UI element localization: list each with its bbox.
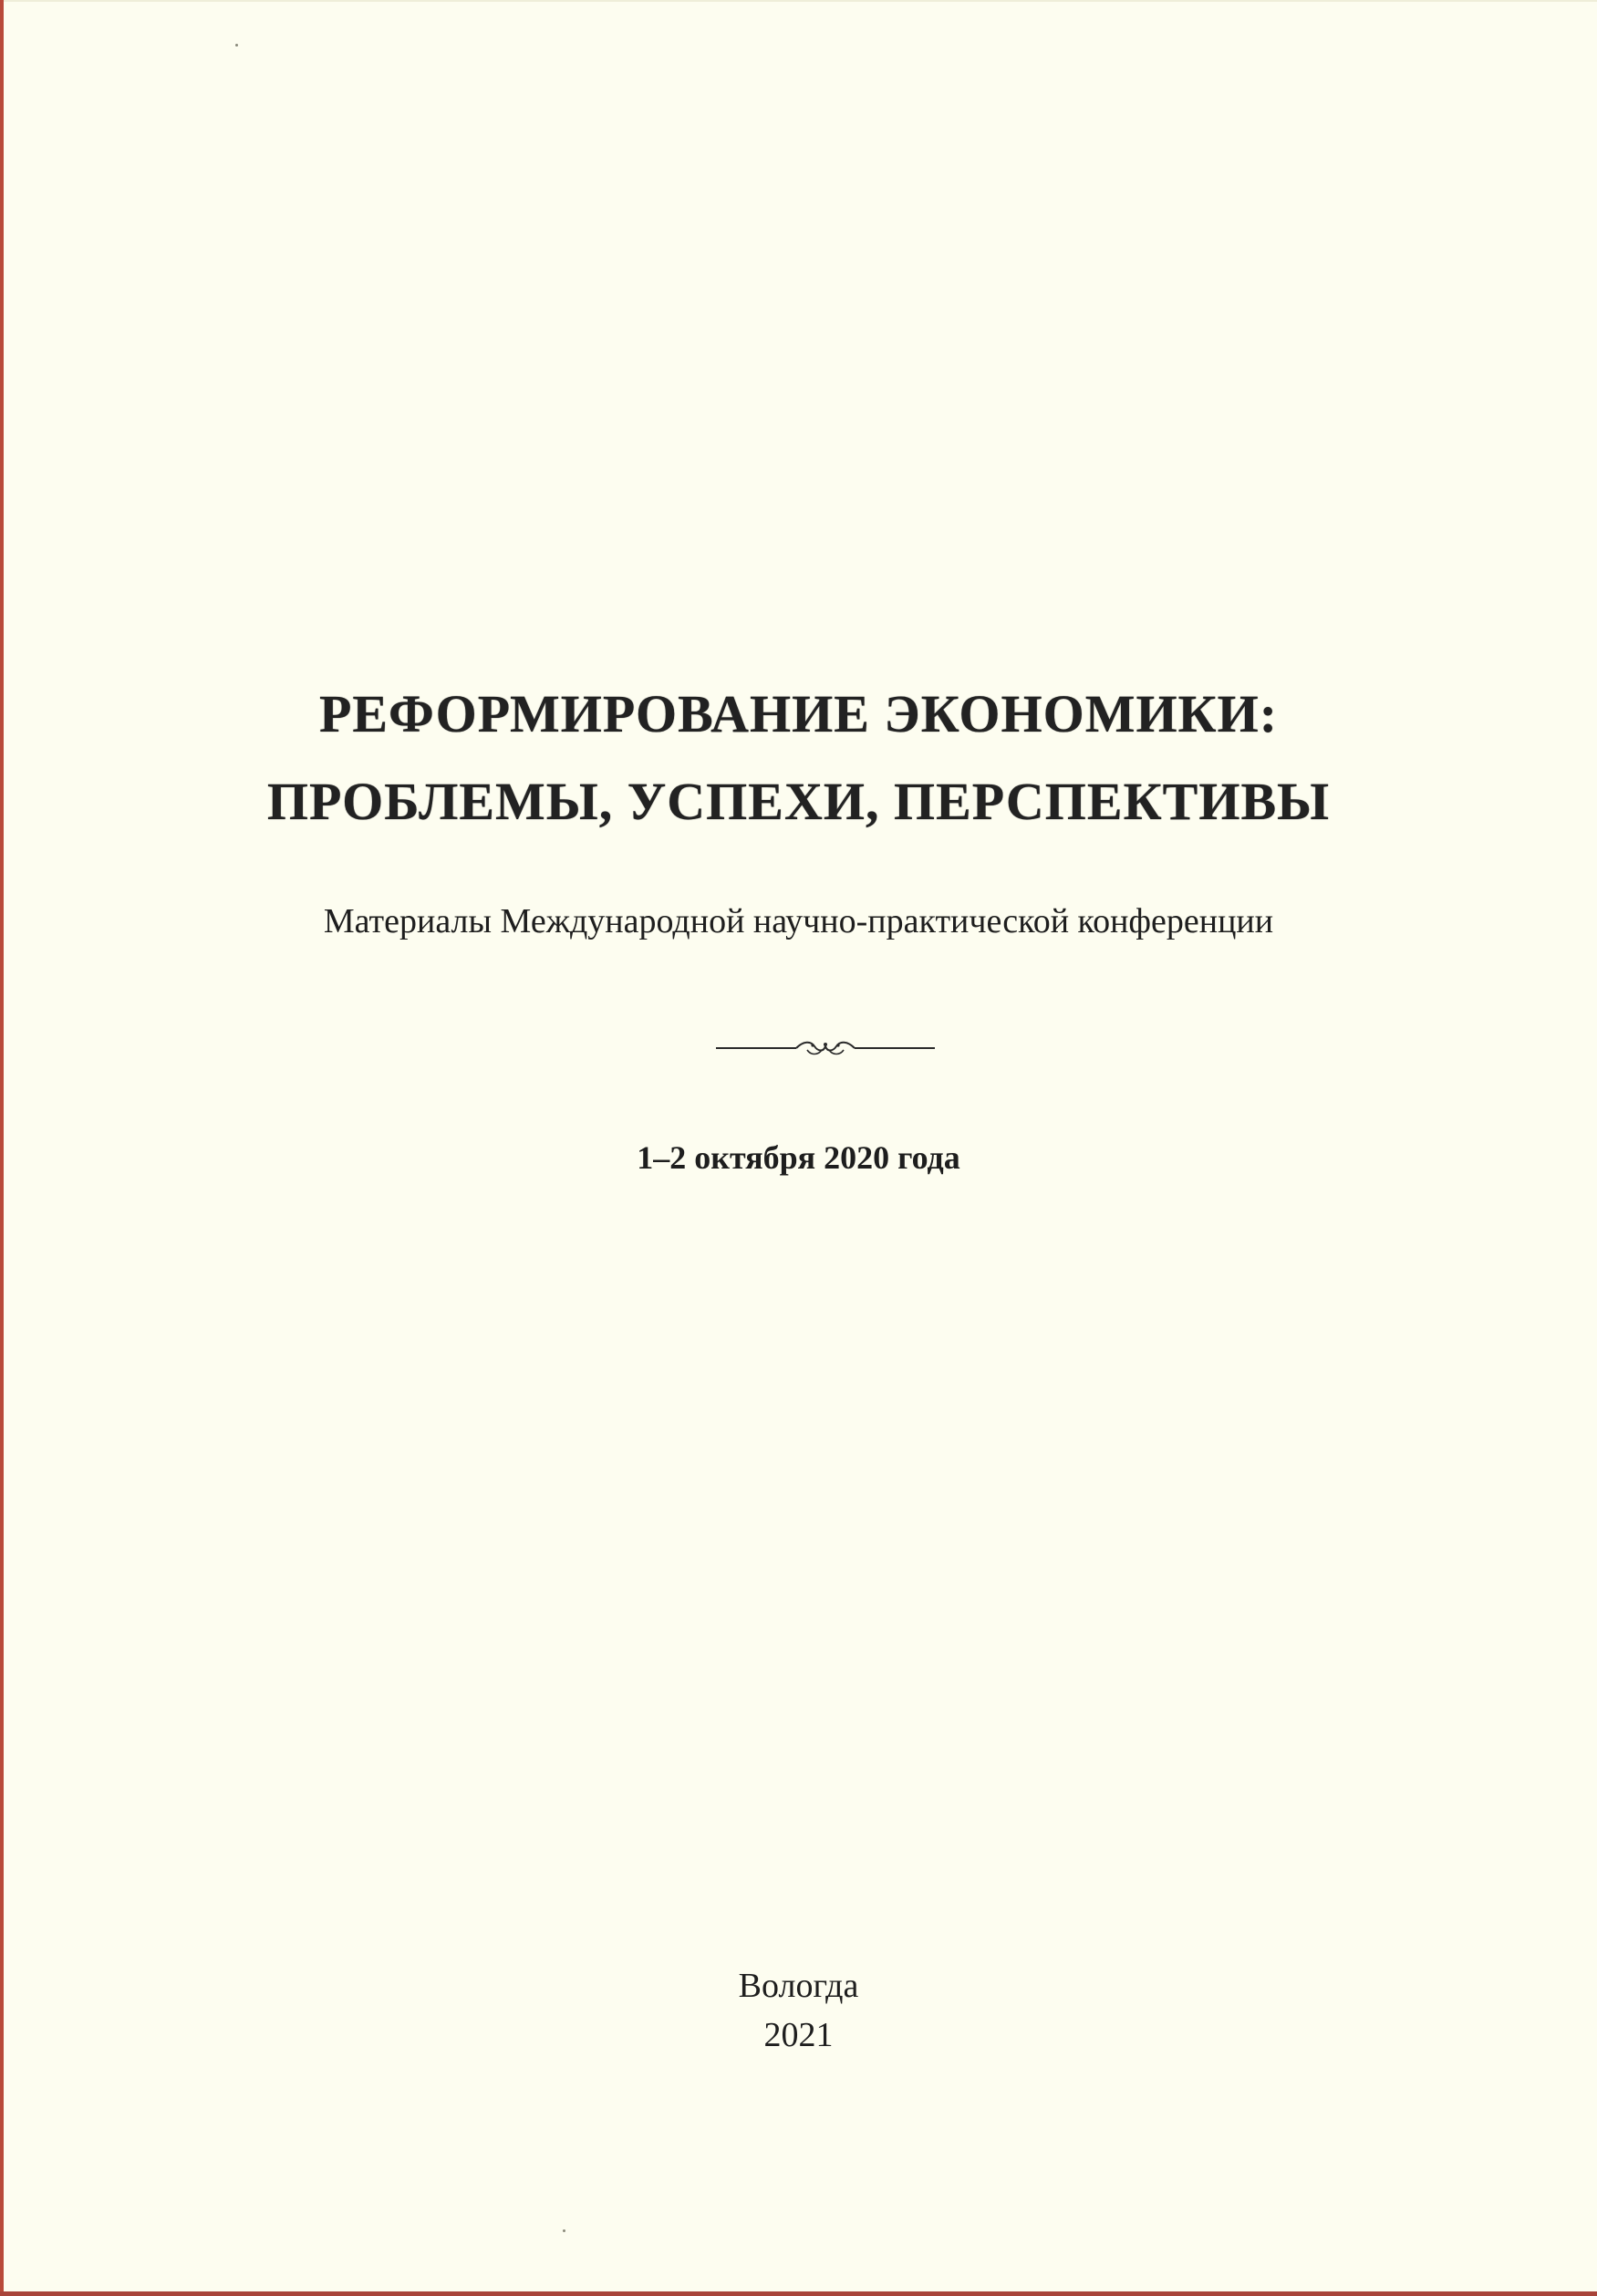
imprint (0, 1961, 1597, 2060)
conference-date: 1–2 октября 2020 года (637, 1139, 960, 1176)
book-title-line-2: ПРОБЛЕМЫ, УСПЕХИ, ПЕРСПЕКТИВЫ (266, 772, 1331, 831)
ornamental-divider-icon (716, 1035, 935, 1063)
scan-speck (563, 2229, 565, 2232)
conference-subtitle: Материалы Международной научно-практической конференции (323, 902, 1274, 940)
book-title-line-1: РЕФОРМИРОВАНИЕ ЭКОНОМИКИ: (318, 684, 1279, 743)
page-top-edge (0, 0, 1597, 2)
imprint-year: 2021 (763, 2016, 834, 2054)
scan-speck (235, 44, 238, 47)
page-bottom-edge (0, 2291, 1597, 2296)
imprint-city: Вологда (738, 1967, 859, 2005)
book-title (0, 670, 1597, 846)
